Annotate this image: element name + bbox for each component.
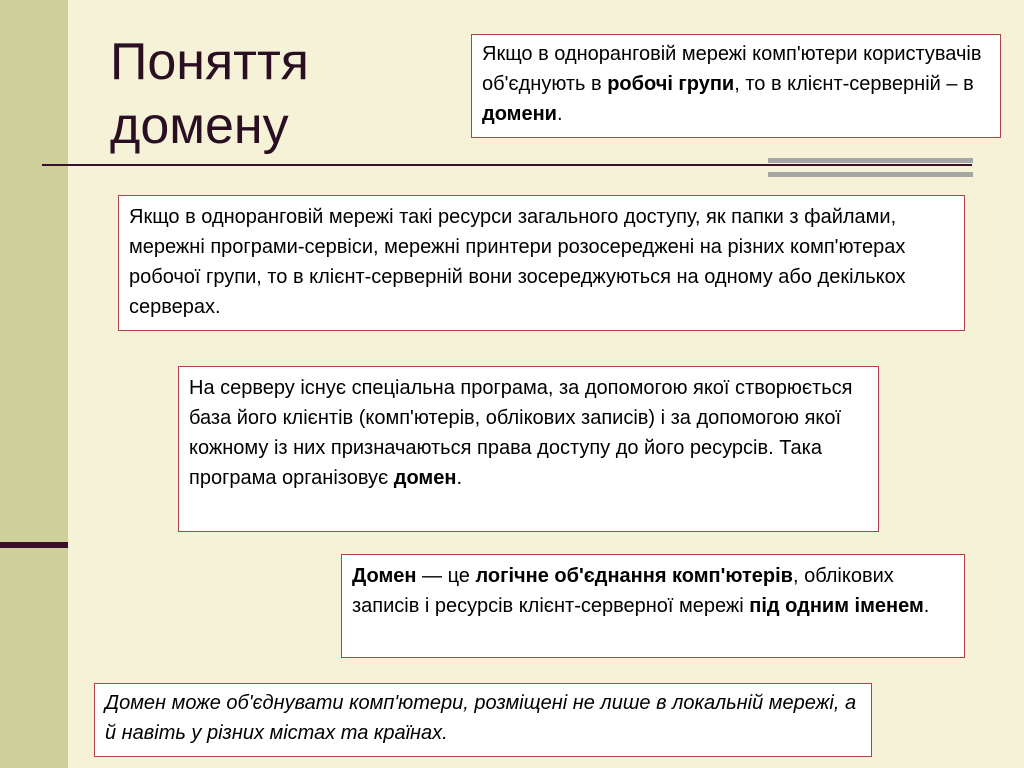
bold-domain-term: Домен: [352, 565, 417, 587]
title-divider: [42, 164, 972, 166]
decorative-bar-top: [768, 158, 973, 163]
side-bar: [0, 0, 68, 768]
bold-logical-union: логічне об'єднання комп'ютерів: [475, 565, 793, 587]
decorative-bar-bottom: [768, 172, 973, 177]
bold-workgroups: робочі групи: [607, 73, 735, 95]
text-box-shared-resources: Якщо в одноранговій мережі такі ресурси загального доступу, як папки з файлами, мережні програми-сервіси, мережні принтери розосереджені на різних комп'ютерах робочої групи, то в клієнт-серверній вони зосереджуються на одному або декількох серверах.: [118, 195, 965, 331]
bold-domains: домени: [482, 103, 557, 125]
slide-title: [110, 30, 309, 158]
title-line-2: домену: [110, 97, 289, 155]
title-line-1: Поняття: [110, 33, 309, 91]
text-box-domain-scope: Домен може об'єднувати комп'ютери, розміщені не лише в локальній мережі, а й навіть у різних містах та країнах.: [94, 683, 872, 757]
side-accent-line: [0, 542, 68, 548]
text-box-workgroups-domains: Якщо в одноранговій мережі комп'ютери користувачів об'єднують в робочі групи, то в клієнт-серверній – в домени.: [471, 34, 1001, 138]
text-box-domain-definition: Домен — це логічне об'єднання комп'ютерів, облікових записів і ресурсів клієнт-серверної мережі під одним іменем.: [341, 554, 965, 658]
bold-single-name: під одним іменем: [749, 595, 924, 617]
bold-domain: домен: [393, 467, 457, 489]
text-box-server-program: На серверу існує спеціальна програма, за допомогою якої створюється база його клієнтів (комп'ютерів, облікових записів) і за допомогою якої кожному із них призначаються права доступу до його ресурсів. Така програма організовує домен.: [178, 366, 879, 532]
